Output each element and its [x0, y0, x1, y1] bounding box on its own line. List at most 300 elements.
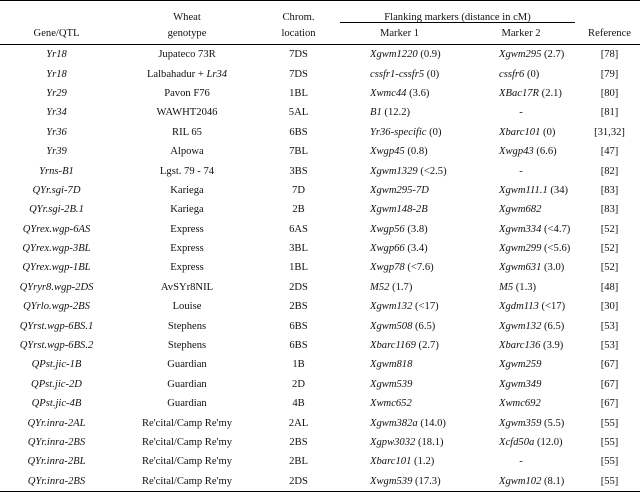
marker1-cell: [336, 258, 463, 277]
reference-cell: [579, 239, 640, 258]
marker1-cell: [336, 472, 463, 492]
chrom-cell: [261, 103, 336, 122]
reference-cell: [579, 452, 640, 471]
marker1-cell-m1: Xgpw3032: [370, 437, 416, 448]
gene-cell-gene: QYr.sgi-2B.1: [29, 204, 84, 216]
marker1-cell: [336, 239, 463, 258]
marker1-cell: [336, 200, 463, 219]
marker2-cell-m2d: (6.6): [533, 146, 557, 158]
chrom-cell-chrom: 2DS: [289, 281, 308, 293]
marker2-cell: [463, 200, 579, 219]
marker1-cell: [336, 336, 463, 355]
gene-cell-gene: QYr.inra-2BS: [27, 475, 86, 487]
marker2-cell-m2: Xgwm682: [499, 204, 542, 216]
genotype-cell-genotype: Jupateco 73R: [158, 49, 216, 61]
marker1-cell-m1: Xbarc101: [370, 456, 412, 468]
gene-cell: [0, 123, 113, 142]
marker2-cell: [463, 278, 579, 297]
marker2-cell-m2d: (<4.7): [541, 223, 571, 235]
reference-cell-ref: [83]: [600, 184, 619, 196]
gene-cell-gene: QYr.inra-2BS: [27, 437, 86, 448]
marker1-cell-m1: Xwgp45: [370, 146, 405, 158]
marker2-cell: [463, 64, 579, 83]
marker1-cell-m1: Xwmc652: [370, 398, 412, 410]
marker2-cell: [463, 181, 579, 200]
reference-cell: [579, 336, 640, 355]
reference-cell-ref: [52]: [600, 243, 619, 255]
marker2-cell-m2d: (2.1): [539, 87, 562, 99]
marker2-cell-m2: Xbarc136: [499, 340, 541, 352]
gene-cell: [0, 433, 113, 452]
genotype-cell-genotype: Re'cital/Camp Re'my: [141, 456, 233, 468]
reference-cell-ref: [82]: [600, 165, 619, 177]
marker1-cell-m1d: (2.7): [415, 340, 439, 352]
chrom-cell-chrom: 1BL: [289, 87, 308, 99]
genotype-cell-genotype: Re'cital/Camp Re'my: [141, 437, 233, 448]
chrom-cell-chrom: 2B: [292, 204, 305, 216]
chrom-cell: [261, 84, 336, 103]
marker2-cell: [463, 394, 579, 413]
genotype-cell: [113, 200, 261, 219]
table-row: [0, 394, 640, 413]
marker1-cell-m1d: (12.2): [381, 107, 411, 119]
marker1-cell-m1: Xgwm382a: [370, 417, 418, 429]
reference-cell-ref: [55]: [600, 437, 619, 448]
reference-cell: [579, 123, 640, 142]
marker1-cell-m1: Yr36-specific: [370, 126, 427, 138]
gene-cell: [0, 142, 113, 161]
marker2-cell-m2: Xcfd50a: [499, 437, 535, 448]
marker2-cell: [463, 433, 579, 452]
reference-cell-ref: [67]: [600, 359, 619, 371]
gene-cell: [0, 258, 113, 277]
chrom-cell-chrom: 2D: [292, 378, 305, 390]
marker1-cell: [336, 123, 463, 142]
marker1-header: Marker 1: [336, 23, 463, 45]
chrom-cell-chrom: 3BL: [289, 243, 308, 255]
gene-cell: [0, 200, 113, 219]
gene-cell: [0, 278, 113, 297]
marker2-cell-m2: Xgwm132: [499, 320, 542, 332]
chrom-cell-chrom: 6AS: [289, 223, 308, 235]
marker1-cell: [336, 394, 463, 413]
table-row: [0, 472, 640, 492]
marker2-cell-m2d: (3.0): [541, 262, 565, 274]
chrom-cell-chrom: 6BS: [289, 126, 308, 138]
reference-cell: [579, 278, 640, 297]
reference-header-spacer: [579, 1, 640, 24]
marker1-cell-m1: Xgwm539: [370, 378, 413, 390]
genotype-cell-genotype: Express: [170, 243, 204, 255]
marker1-cell-m1: cssfr1-cssfr5: [370, 68, 425, 80]
genotype-cell: [113, 355, 261, 374]
reference-cell: [579, 355, 640, 374]
chrom-cell-chrom: 7BL: [289, 146, 308, 158]
reference-cell-ref: [78]: [600, 49, 619, 61]
marker2-cell: [463, 161, 579, 180]
table-row: [0, 336, 640, 355]
gene-cell: [0, 297, 113, 316]
reference-cell-ref: [53]: [600, 320, 619, 332]
marker1-cell: [336, 355, 463, 374]
reference-cell-ref: [79]: [600, 68, 619, 80]
gene-cell: [0, 103, 113, 122]
marker2-cell: [463, 316, 579, 335]
table-row: [0, 64, 640, 83]
marker1-cell-m1: Xgwm148-2B: [370, 204, 428, 216]
reference-cell-ref: [55]: [600, 456, 619, 468]
genotype-cell-genotype: Kariega: [170, 204, 204, 216]
marker1-cell-m1: Xgwm1220: [370, 49, 418, 61]
chrom-cell-chrom: 4B: [292, 398, 305, 410]
genotype-cell-genotype: Kariega: [170, 184, 204, 196]
chrom-cell: [261, 181, 336, 200]
chrom-cell: [261, 161, 336, 180]
table-row: [0, 355, 640, 374]
gene-cell: [0, 239, 113, 258]
genotype-cell-genotype: Lgst. 79 - 74: [159, 165, 215, 177]
reference-cell-ref: [52]: [600, 262, 619, 274]
marker1-cell: [336, 375, 463, 394]
gene-cell-gene: Yrns-B1: [39, 165, 74, 177]
table-row: [0, 239, 640, 258]
gene-cell-gene: Yr39: [46, 146, 67, 158]
gene-cell-gene: QYr.sgi-7D: [32, 184, 81, 196]
marker1-cell: [336, 84, 463, 103]
genotype-cell: [113, 452, 261, 471]
gene-cell-gene: Yr34: [46, 107, 67, 119]
table-row: [0, 220, 640, 239]
gene-cell-gene: Yr18: [46, 49, 67, 61]
gene-cell: [0, 336, 113, 355]
genotype-cell: [113, 123, 261, 142]
reference-cell-ref: [53]: [600, 340, 619, 352]
marker2-cell-m2d: (6.5): [541, 320, 565, 332]
table-row: [0, 297, 640, 316]
genotype-cell-genotype: Guardian: [167, 398, 207, 410]
marker2-cell: [463, 336, 579, 355]
chrom-cell: [261, 258, 336, 277]
reference-cell-ref: [31,32]: [594, 126, 625, 138]
gene-cell: [0, 355, 113, 374]
marker1-cell-m1d: (1.2): [411, 456, 435, 468]
genotype-cell: [113, 64, 261, 83]
genotype-cell-genotype: Re'cital/Camp Re'my: [141, 417, 233, 429]
table-row: [0, 181, 640, 200]
marker1-cell-m1d: (6.5): [412, 320, 436, 332]
genotype-cell: [113, 433, 261, 452]
chrom-cell-chrom: 2BS: [289, 437, 308, 448]
marker1-cell: [336, 142, 463, 161]
gene-cell-gene: Yr18: [46, 68, 67, 80]
gene-cell-gene: QPst.jic-1B: [31, 359, 82, 371]
gene-cell-gene: QYrst.wgp-6BS.1: [19, 320, 94, 332]
chrom-cell-chrom: 5AL: [288, 107, 309, 119]
marker1-cell-m1: Xgwm295-7D: [370, 184, 429, 196]
marker2-cell-m2d: (8.1): [541, 475, 565, 487]
marker2-cell-m2d: -: [519, 107, 523, 119]
genotype-cell: [113, 181, 261, 200]
genotype-cell: [113, 142, 261, 161]
marker2-cell: [463, 413, 579, 432]
marker2-cell-m2: Xgwm349: [499, 378, 542, 390]
marker1-cell-m1d: (<2.5): [417, 165, 447, 177]
marker1-cell: [336, 220, 463, 239]
gene-cell: [0, 181, 113, 200]
marker1-cell: [336, 433, 463, 452]
reference-cell: [579, 316, 640, 335]
marker1-cell-m1: Xwmc44: [370, 87, 407, 99]
chrom-cell: [261, 394, 336, 413]
gene-cell: [0, 45, 113, 65]
marker2-cell-m2: M5: [499, 281, 514, 293]
chrom-cell: [261, 45, 336, 65]
marker2-cell-m2d: (12.0): [534, 437, 563, 448]
reference-cell: [579, 200, 640, 219]
gene-cell: [0, 161, 113, 180]
genotype-cell-genotype: Alpowa: [170, 146, 204, 158]
marker2-cell-m2: Xgwm334: [499, 223, 542, 235]
marker1-cell-m1d: (<17): [412, 301, 439, 313]
marker1-cell-m1d: (18.1): [415, 437, 444, 448]
reference-cell-ref: [67]: [600, 378, 619, 390]
gene-cell: [0, 316, 113, 335]
marker2-cell: [463, 103, 579, 122]
marker1-cell-m1d: (0.9): [417, 49, 441, 61]
chrom-cell-chrom: 2DS: [289, 475, 308, 487]
marker2-header: Marker 2: [463, 23, 579, 45]
chrom-cell: [261, 200, 336, 219]
location-header: location: [261, 23, 336, 45]
reference-cell: [579, 297, 640, 316]
genotype-cell: [113, 278, 261, 297]
marker2-cell: [463, 220, 579, 239]
marker1-cell-m1d: (3.8): [404, 223, 428, 235]
marker1-cell-m1: Xwgp56: [370, 223, 405, 235]
reference-cell: [579, 142, 640, 161]
marker1-cell-m1d: (3.6): [406, 87, 430, 99]
genotype-cell-genotype: Guardian: [167, 378, 207, 390]
marker2-cell-m2: Xgwm299: [499, 243, 542, 255]
gene-cell-gene: Yr36: [46, 126, 67, 138]
marker1-cell-m1d: (<7.6): [404, 262, 434, 274]
marker2-cell-m2d: (0): [540, 126, 556, 138]
marker2-cell-m2d: (<5.6): [541, 243, 571, 255]
chrom-cell-chrom: 3BS: [289, 165, 308, 177]
table-row: [0, 84, 640, 103]
marker1-cell-m1: Xgwm508: [370, 320, 413, 332]
reference-cell-ref: [83]: [600, 204, 619, 216]
marker2-cell-m2: Xgwm111.1: [499, 184, 548, 196]
table-row: [0, 142, 640, 161]
flanking-markers-rule: [340, 22, 575, 23]
table-row: [0, 278, 640, 297]
chrom-cell-chrom: 2AL: [288, 417, 309, 429]
marker2-cell-m2: XBac17R: [499, 87, 540, 99]
marker1-cell-m1d: (0): [426, 126, 442, 138]
marker1-cell: [336, 413, 463, 432]
gene-cell-gene: QYryr8.wgp-2DS: [19, 281, 94, 293]
table-row: [0, 375, 640, 394]
gene-cell: [0, 220, 113, 239]
chrom-cell-chrom: 7DS: [289, 68, 308, 80]
reference-cell: [579, 84, 640, 103]
marker2-cell: [463, 375, 579, 394]
gene-cell: [0, 64, 113, 83]
gene-cell-gene: QPst.jic-4B: [31, 398, 82, 410]
marker1-cell-m1d: (0): [424, 68, 440, 80]
reference-cell: [579, 161, 640, 180]
genotype-cell-genotype: RIL 65: [172, 126, 202, 138]
reference-cell: [579, 181, 640, 200]
marker1-cell-m1: Xwgp66: [370, 243, 405, 255]
chrom-cell: [261, 297, 336, 316]
reference-cell: [579, 220, 640, 239]
marker1-cell-m1d: (1.7): [389, 281, 413, 293]
genotype-cell-genotype: WAWHT2046: [156, 107, 218, 119]
table-row: [0, 161, 640, 180]
gene-cell: [0, 375, 113, 394]
genotype-cell-genotype: Express: [170, 262, 204, 274]
marker1-cell-m1d: (17.3): [412, 475, 441, 487]
chrom-cell: [261, 239, 336, 258]
chrom-cell: [261, 278, 336, 297]
lr34-italic: Lr34: [206, 68, 228, 80]
marker1-cell-m1d: (0.8): [404, 146, 428, 158]
marker2-cell-m2: Xgwm102: [499, 475, 542, 487]
marker2-cell-m2d: (<17): [538, 301, 566, 313]
marker2-cell-m2: Xgwm359: [499, 417, 542, 429]
chrom-cell: [261, 413, 336, 432]
marker2-cell: [463, 355, 579, 374]
genotype-cell-genotype: Guardian: [167, 359, 207, 371]
chrom-cell: [261, 375, 336, 394]
genotype-cell: [113, 394, 261, 413]
table-row: [0, 200, 640, 219]
marker1-cell-m1: Xgwm132: [370, 301, 413, 313]
chrom-cell: [261, 472, 336, 492]
marker2-cell: [463, 84, 579, 103]
genotype-cell: [113, 472, 261, 492]
gene-cell-gene: QYrex.wgp-6AS: [22, 223, 91, 235]
header-row-bottom: [0, 23, 640, 45]
genotype-cell: [113, 297, 261, 316]
marker2-cell-m2d: (2.7): [541, 49, 565, 61]
genotype-cell-genotype: Express: [170, 223, 204, 235]
marker1-cell: [336, 161, 463, 180]
reference-cell-ref: [55]: [600, 417, 619, 429]
marker1-cell: [336, 45, 463, 65]
reference-header: Reference: [579, 23, 640, 45]
chrom-cell-chrom: 1BL: [289, 262, 308, 274]
marker2-cell: [463, 123, 579, 142]
genotype-cell: [113, 413, 261, 432]
reference-cell-ref: [30]: [600, 301, 619, 313]
genotype-cell-genotype: Louise: [172, 301, 202, 313]
chrom-cell: [261, 355, 336, 374]
genotype-cell: [113, 84, 261, 103]
reference-cell: [579, 394, 640, 413]
marker2-cell-m2: Xgdm113: [499, 301, 539, 313]
chrom-cell-chrom: 6BS: [289, 340, 308, 352]
genotype-cell: [113, 375, 261, 394]
gene-cell: [0, 413, 113, 432]
marker2-cell-m2: Xgwm259: [499, 359, 542, 371]
marker2-cell-m2d: (3.9): [540, 340, 564, 352]
table-row: [0, 433, 640, 452]
genotype-cell: [113, 103, 261, 122]
reference-cell: [579, 64, 640, 83]
marker2-cell-m2d: (34): [547, 184, 569, 196]
chrom-cell-chrom: 2BS: [289, 301, 308, 313]
marker2-cell-m2: Xwgp43: [499, 146, 534, 158]
marker2-cell-m2d: -: [519, 456, 523, 468]
gene-cell: [0, 84, 113, 103]
flanking-markers-label: Flanking markers (distance in cM): [384, 12, 531, 23]
chrom-cell: [261, 452, 336, 471]
gene-cell-gene: QYrex.wgp-3BL: [22, 243, 91, 255]
reference-cell: [579, 258, 640, 277]
marker1-cell: [336, 103, 463, 122]
wheat-header: Wheat: [113, 1, 261, 24]
table-body: [0, 45, 640, 492]
gene-cell: [0, 394, 113, 413]
marker1-cell-m1: Xwgp78: [370, 262, 405, 274]
reference-cell-ref: [55]: [600, 475, 619, 487]
gene-header-spacer: [0, 1, 113, 24]
reference-cell: [579, 433, 640, 452]
marker1-cell: [336, 181, 463, 200]
chrom-cell: [261, 336, 336, 355]
table-row: [0, 123, 640, 142]
genotype-cell: [113, 316, 261, 335]
chrom-cell: [261, 142, 336, 161]
marker1-cell-m1: Xgwm818: [370, 359, 413, 371]
genotype-header: genotype: [113, 23, 261, 45]
marker1-cell: [336, 278, 463, 297]
marker1-cell: [336, 452, 463, 471]
marker1-cell: [336, 316, 463, 335]
marker2-cell-m2: Xwmc692: [499, 398, 541, 410]
marker1-cell-m1d: (3.4): [404, 243, 428, 255]
reference-cell: [579, 45, 640, 65]
marker1-cell-m1d: (14.0): [417, 417, 446, 429]
marker2-cell-m2: Xbarc101: [499, 126, 541, 138]
reference-cell-ref: [47]: [600, 146, 619, 158]
reference-cell: [579, 375, 640, 394]
table-row: [0, 452, 640, 471]
table-row: [0, 413, 640, 432]
marker2-cell: [463, 142, 579, 161]
marker2-cell: [463, 258, 579, 277]
chrom-cell: [261, 64, 336, 83]
chrom-cell: [261, 220, 336, 239]
reference-cell-ref: [52]: [600, 223, 619, 235]
genotype-cell-genotype: Pavon F76: [164, 87, 210, 99]
genotype-cell-genotype: Stephens: [167, 320, 207, 332]
reference-cell: [579, 413, 640, 432]
genotype-cell: [113, 336, 261, 355]
marker2-cell-m2d: (5.5): [541, 417, 565, 429]
marker1-cell: [336, 297, 463, 316]
marker2-cell-m2d: (1.3): [513, 281, 537, 293]
gene-cell-gene: QYrex.wgp-1BL: [22, 262, 91, 274]
marker2-cell-m2: Xgwm295: [499, 49, 542, 61]
gene-cell-gene: QYr.inra-2BL: [27, 456, 86, 468]
reference-cell-ref: [80]: [600, 87, 619, 99]
genotype-cell: [113, 258, 261, 277]
gene-cell-gene: QYrst.wgp-6BS.2: [19, 340, 94, 352]
